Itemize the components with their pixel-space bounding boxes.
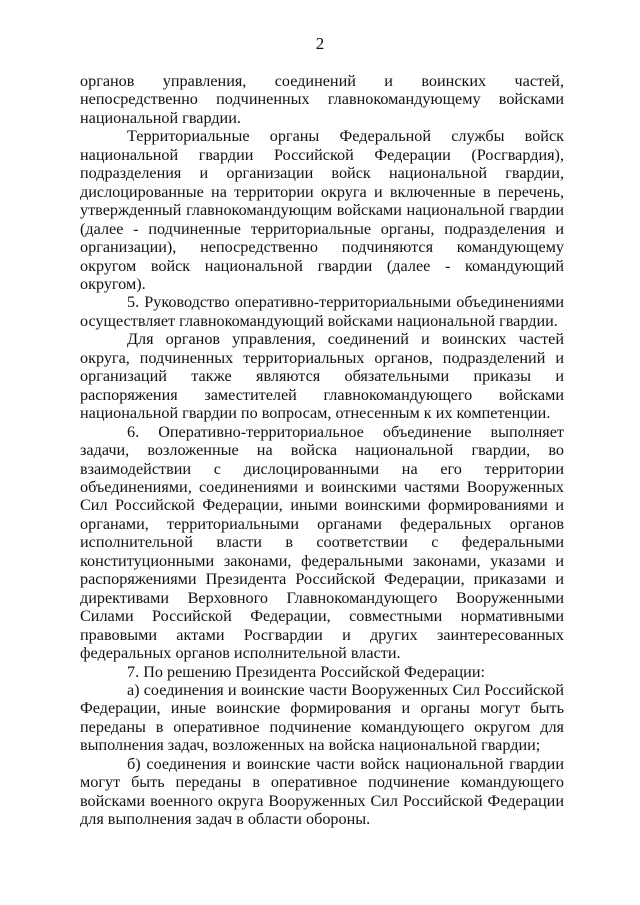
paragraph-7a: а) соединения и воинские части Вооруженных Сил Российской Федерации, иные воинские формирования и органы могут быть переданы в оперативное подчинение командующего округом для выполнения задач, возложенных на войска национальной гвардии; [80,680,564,755]
paragraph-territorial-bodies: Территориальные органы Федеральной службы войск национальной гвардии Российской Федерации (Росгвардия), подразделения и организации войск национальной гвардии, дислоцированные на территории округа и включенные в перечень, утвержденный главнокомандующим войсками национальной гвардии (далее - подчиненные территориальные органы, подразделения и организации), непосредственно подчиняются командующему округом войск национальной гвардии (далее - командующий округом). [80,127,564,293]
paragraph-7-presidential-decision: 7. По решению Президента Российской Федерации: [127,662,485,681]
paragraph-6-tasks: 6. Оперативно-территориальное объединение выполняет задачи, возложенные на войска национальной гвардии, во взаимодействии с дислоцированными на его территории объединениями, соединениями и воинскими частями Вооруженных Сил Российской Федерации, иными воинскими формированиями и органами, территориальными органами федеральных органов исполнительной власти в соответствии с федеральными конституционными законами, федеральными законами, указами и распоряжениями Президента Российской Федерации, приказами и директивами Верховного Главнокомандующего Вооруженными Силами Российской Федерации, совместными нормативными правовыми актами Росгвардии и других заинтересованных федеральных органов исполнительной власти. [80,422,564,663]
paragraph-5-leadership: 5. Руководство оперативно-территориальными объединениями осуществляет главнокомандующий войсками национальной гвардии. [80,293,564,330]
document-body [80,72,564,829]
page-number: 2 [315,34,325,53]
paragraph-continuation: органов управления, соединений и воинских частей, непосредственно подчиненных главнокомандующему войсками национальной гвардии. [80,72,564,127]
paragraph-binding-orders: Для органов управления, соединений и воинских частей округа, подчиненных территориальных органов, подразделений и организаций также являются обязательными приказы и распоряжения заместителей главнокомандующего войсками национальной гвардии по вопросам, отнесенным к их компетенции. [80,330,564,423]
paragraph-7b: б) соединения и воинские части войск национальной гвардии могут быть переданы в оперативное подчинение командующего войсками военного округа Вооруженных Сил Российской Федерации для выполнения задач в области обороны. [80,754,564,829]
